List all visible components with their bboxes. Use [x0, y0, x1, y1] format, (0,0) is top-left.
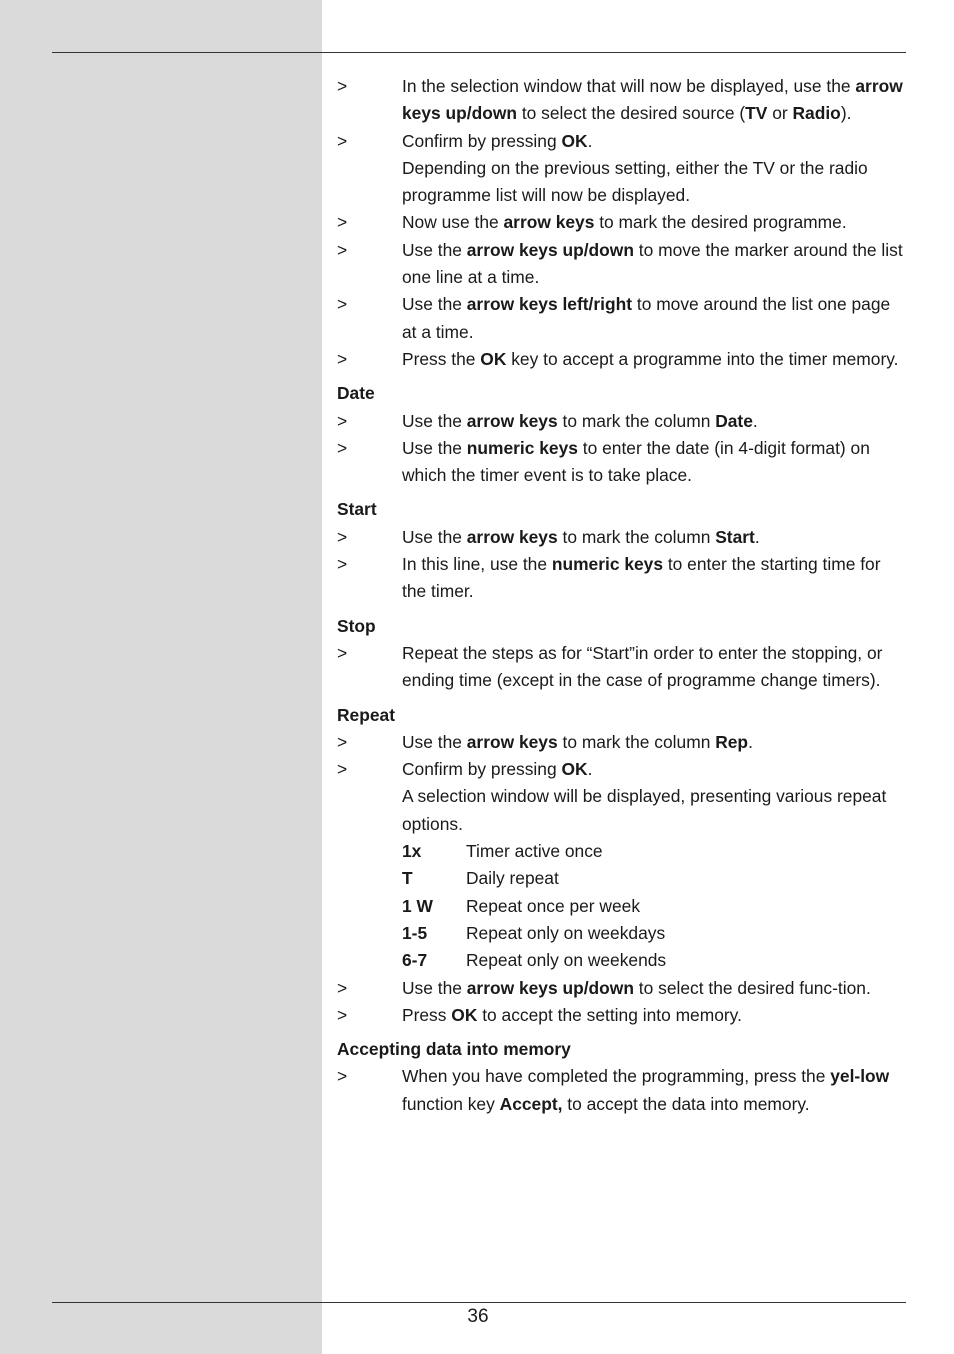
bullet-marker: > [337, 1066, 348, 1087]
step-mark-programme: > Now use the arrow keys to mark the desired programme. [337, 209, 907, 236]
step-start-mark: > Use the arrow keys to mark the column Start. [337, 524, 907, 551]
step-stop-repeat: > Repeat the steps as for “Start”in order to enter the stopping, or ending time (except in the case of programme change timers). [337, 640, 907, 695]
bullet-marker: > [337, 1004, 348, 1025]
bullet-marker: > [337, 759, 348, 780]
repeat-option [337, 838, 907, 865]
option-text: Repeat only on weekends [466, 950, 667, 971]
bullet-marker: > [337, 437, 348, 458]
repeat-note: A selection window will be displayed, presenting various repeat options. [402, 786, 887, 834]
repeat-option [337, 893, 907, 920]
step-accept-data: > When you have completed the programming, press the yel-low function key Accept, to accept the data into memory. [337, 1063, 907, 1118]
page-number: 36 [467, 1306, 489, 1327]
repeat-option [337, 947, 907, 974]
step-move-line: > Use the arrow keys up/down to move the marker around the list one line at a time. [337, 237, 907, 292]
page-content [337, 73, 907, 1118]
bullet-marker: > [337, 526, 348, 547]
step-date-mark: > Use the arrow keys to mark the column Date. [337, 408, 907, 435]
section-heading-accept: Accepting data into memory [337, 1039, 571, 1060]
bullet-marker: > [337, 239, 348, 260]
step-accept-programme: > Press the OK key to accept a programme into the timer memory. [337, 346, 907, 373]
bullet-marker: > [337, 554, 348, 575]
bullet-marker: > [337, 410, 348, 431]
option-text: Daily repeat [466, 868, 559, 889]
step-repeat-confirm: > Confirm by pressing OK. [337, 756, 907, 783]
option-code: 1x [402, 841, 422, 862]
repeat-option [337, 865, 907, 892]
repeat-option [337, 920, 907, 947]
option-text: Repeat once per week [466, 895, 641, 916]
option-text: Timer active once [466, 841, 603, 862]
option-code: 6-7 [402, 950, 428, 971]
bullet-marker: > [337, 76, 348, 96]
step-move-page: > Use the arrow keys left/right to move around the list one page at a time. [337, 291, 907, 346]
section-heading-repeat: Repeat [337, 704, 395, 725]
header-rule [52, 52, 906, 53]
option-code: 1-5 [402, 922, 428, 943]
option-text: Repeat only on weekdays [466, 922, 666, 943]
section-heading-stop: Stop [337, 615, 376, 636]
step-note: Depending on the previous setting, either the TV or the radio programme list will now be displayed. [402, 157, 868, 206]
step-start-enter: > In this line, use the numeric keys to enter the starting time for the timer. [337, 551, 907, 606]
step-select-source: > In the selection window that will now be displayed, use the arrow keys up/down to select the desired source (TV or Radio). [337, 73, 907, 128]
step-date-enter: > Use the numeric keys to enter the date (in 4-digit format) on which the timer event is to take place. [337, 435, 907, 490]
step-confirm-ok: > Confirm by pressing OK. [337, 128, 907, 155]
bullet-marker: > [337, 642, 348, 663]
option-code: 1 W [402, 895, 433, 916]
bullet-marker: > [337, 130, 348, 151]
bullet-marker: > [337, 294, 348, 315]
bullet-marker: > [337, 348, 348, 369]
bullet-marker: > [337, 731, 348, 752]
step-repeat-select: > Use the arrow keys up/down to select the desired func-tion. [337, 975, 907, 1002]
step-repeat-mark: > Use the arrow keys to mark the column Rep. [337, 729, 907, 756]
option-code: T [402, 868, 413, 889]
margin-sidebar [0, 0, 322, 1354]
bullet-marker: > [337, 977, 348, 998]
section-heading-date: Date [337, 383, 375, 404]
footer-rule [52, 1302, 906, 1303]
step-repeat-accept: > Press OK to accept the setting into memory. [337, 1002, 907, 1029]
section-heading-start: Start [337, 499, 377, 520]
bullet-marker: > [337, 212, 348, 233]
